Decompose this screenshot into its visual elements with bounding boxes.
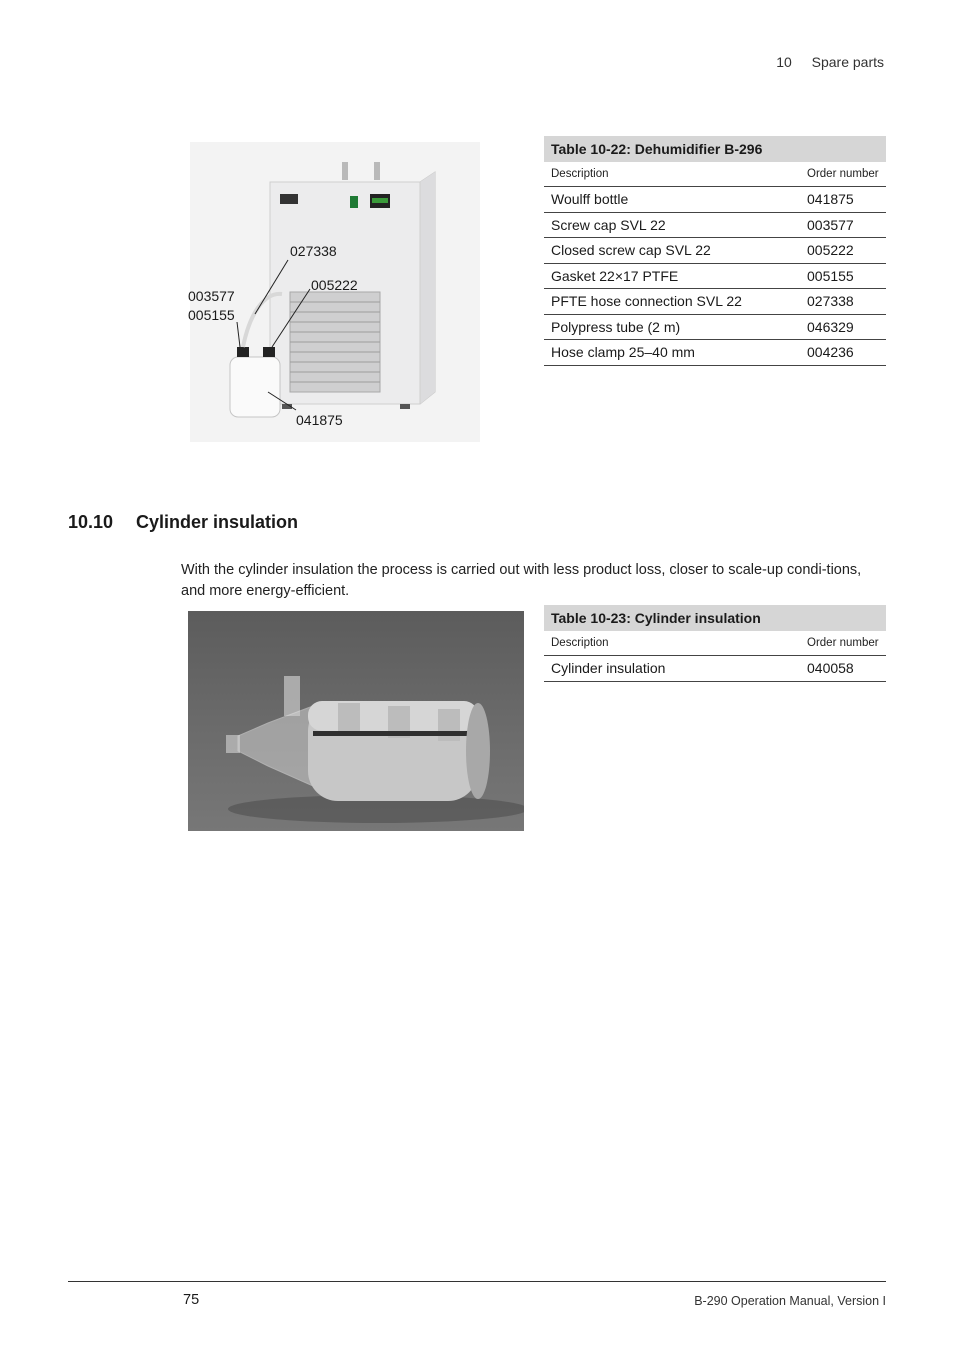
description-cell: Hose clamp 25–40 mm: [544, 340, 800, 366]
table-row: [544, 263, 886, 289]
chapter-title: Spare parts: [811, 54, 884, 70]
order-number-cell: 004236: [800, 340, 886, 366]
order-number-cell: 005222: [800, 238, 886, 264]
chapter-number: 10: [776, 54, 792, 70]
column-header-description: Description: [544, 631, 800, 656]
table-row: [544, 314, 886, 340]
callout-003577: 003577: [188, 288, 235, 304]
column-header-description: Description: [544, 162, 800, 187]
table-row: [544, 187, 886, 213]
section-heading: [68, 512, 298, 533]
table-caption: Table 10-22: Dehumidifier B-296: [544, 136, 886, 162]
callout-005155: 005155: [188, 307, 235, 323]
table-header-row: [544, 631, 886, 656]
cylinder-insulation-photo: [188, 611, 524, 831]
column-header-order-number: Order number: [800, 162, 886, 187]
page-header: [776, 54, 884, 70]
table-row: [544, 238, 886, 264]
description-cell: Polypress tube (2 m): [544, 314, 800, 340]
manual-title: B-290 Operation Manual, Version I: [694, 1294, 886, 1308]
callout-005222: 005222: [311, 277, 358, 293]
order-number-cell: 005155: [800, 263, 886, 289]
description-cell: Screw cap SVL 22: [544, 212, 800, 238]
order-number-cell: 027338: [800, 289, 886, 315]
description-cell: PFTE hose connection SVL 22: [544, 289, 800, 315]
table-row: [544, 212, 886, 238]
table-row: [544, 340, 886, 366]
order-number-cell: 046329: [800, 314, 886, 340]
section-title: Cylinder insulation: [136, 512, 299, 532]
section-number: 10.10: [68, 512, 114, 532]
table-caption: Table 10-23: Cylinder insulation: [544, 605, 886, 631]
table-row: [544, 656, 886, 682]
description-cell: Gasket 22×17 PTFE: [544, 263, 800, 289]
description-cell: Cylinder insulation: [544, 656, 800, 682]
dehumidifier-parts-table: [544, 136, 886, 366]
order-number-cell: 040058: [800, 656, 886, 682]
table-row: [544, 289, 886, 315]
page-number: 75: [183, 1292, 200, 1308]
description-cell: Closed screw cap SVL 22: [544, 238, 800, 264]
cylinder-insulation-table: [544, 605, 886, 682]
column-header-order-number: Order number: [800, 631, 886, 656]
callout-041875: 041875: [296, 412, 343, 428]
table-header-row: [544, 162, 886, 187]
callout-027338: 027338: [290, 243, 337, 259]
order-number-cell: 041875: [800, 187, 886, 213]
order-number-cell: 003577: [800, 212, 886, 238]
footer-divider: [68, 1281, 886, 1282]
description-cell: Woulff bottle: [544, 187, 800, 213]
section-intro-paragraph: With the cylinder insulation the process is carried out with less product loss, closer to scale-up condi-tions, and more energy-efficient.: [181, 562, 862, 599]
